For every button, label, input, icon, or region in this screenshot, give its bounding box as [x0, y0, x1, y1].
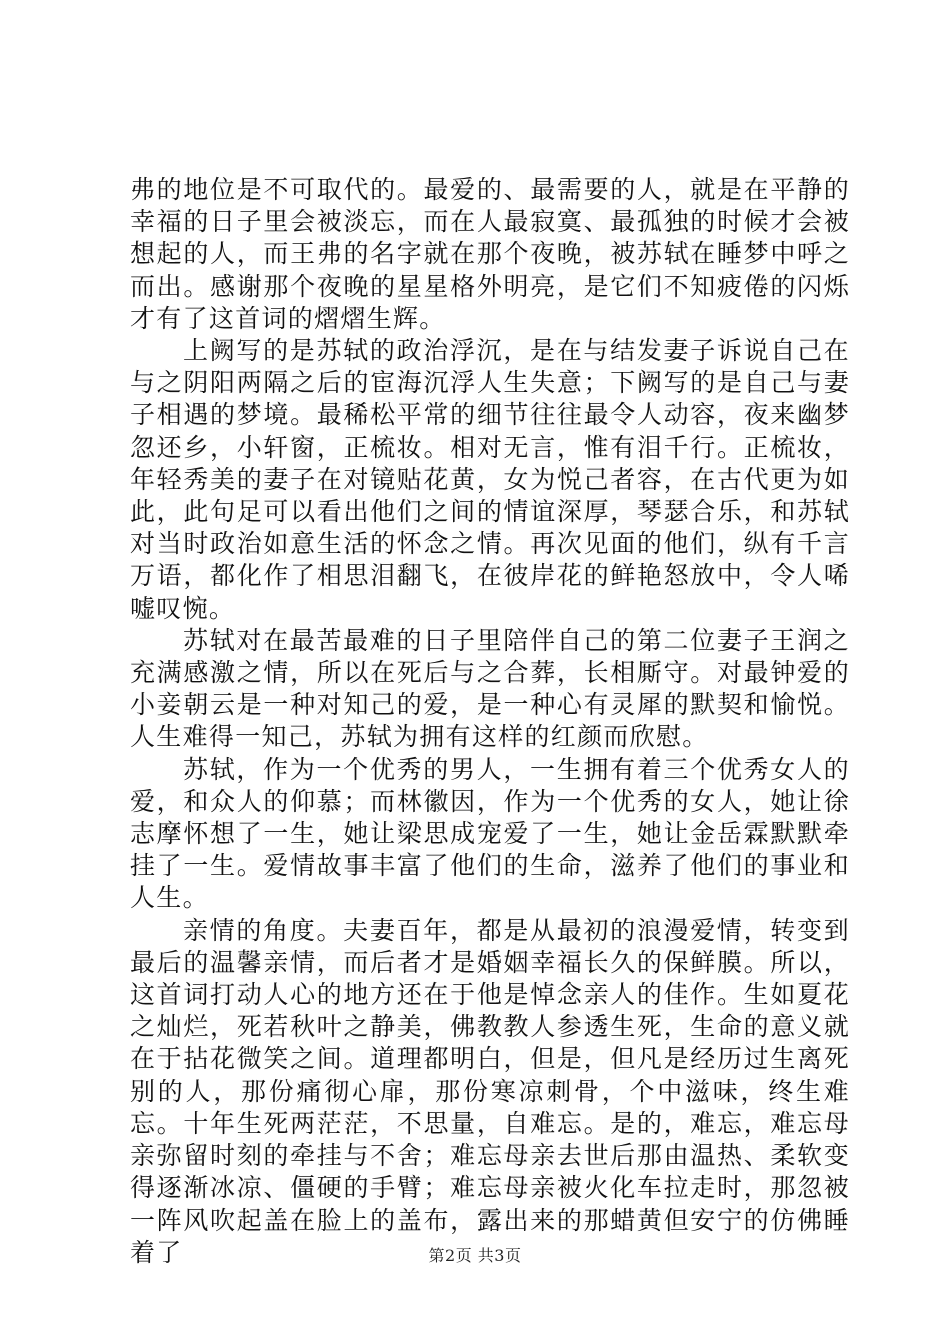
paragraph-ci-analysis: 上阙写的是苏轼的政治浮沉，是在与结发妻子诉说自己在与之阴阳两隔之后的宦海沉浮人生失意；下阙写的是自己与妻子相遇的梦境。最稀松平常的细节往往最令人动容，夜来幽梦忽还乡，小轩窗，正梳妆。相对无言，惟有泪千行。正梳妆，年轻秀美的妻子在对镜贴花黄，女为悦己者容，在古代更为如此，此句足可以看出他们之间的情谊深厚，琴瑟合乐，和苏轼对当时政治如意生活的怀念之情。再次见面的他们，纵有千言万语，都化作了相思泪翻飞，在彼岸花的鲜艳怒放中，令人唏嘘叹惋。 [130, 336, 850, 623]
document-body [130, 174, 850, 1269]
paragraph-continuation: 弗的地位是不可取代的。最爱的、最需要的人，就是在平静的幸福的日子里会被淡忘，而在人最寂寞、最孤独的时候才会被想起的人，而王弗的名字就在那个夜晚，被苏轼在睡梦中呼之而出。感谢那个夜晚的星星格外明亮，是它们不知疲倦的闪烁才有了这首词的熠熠生辉。 [130, 175, 850, 333]
paragraph-second-wife: 苏轼对在最苦最难的日子里陪伴自己的第二位妻子王润之充满感激之情，所以在死后与之合葬，长相厮守。对最钟爱的小妾朝云是一种对知己的爱，是一种心有灵犀的默契和愉悦。人生难得一知己，苏轼为拥有这样的红颜而欣慰。 [130, 625, 850, 752]
paragraph-comparison: 苏轼，作为一个优秀的男人，一生拥有着三个优秀女人的爱，和众人的仰慕；而林徽因，作为一个优秀的女人，她让徐志摩怀想了一生，她让梁思成宠爱了一生，她让金岳霖默默牵挂了一生。爱情故事丰富了他们的生命，滋养了他们的事业和人生。 [130, 754, 850, 913]
paragraph-family-love: 亲情的角度。夫妻百年，都是从最初的浪漫爱情，转变到最后的温馨亲情，而后者才是婚姻幸福长久的保鲜膜。所以，这首词打动人心的地方还在于他是悼念亲人的佳作。生如夏花之灿烂，死若秋叶之静美，佛教教人参透生死，生命的意义就在于拈花微笑之间。道理都明白，但是，但凡是经历过生离死别的人，那份痛彻心扉，那份寒凉刺骨，个中滋味，终生难忘。十年生死两茫茫，不思量，自难忘。是的，难忘，难忘母亲弥留时刻的牵挂与不舍；难忘母亲去世后那由温热、柔软变得逐渐冰凉、僵硬的手臂；难忘母亲被火化车拉走时，那忽被一阵风吹起盖在脸上的盖布，露出来的那蜡黄但安宁的仿佛睡着了 [130, 915, 850, 1267]
page-footer: 第2页 共3页 [428, 1246, 522, 1265]
